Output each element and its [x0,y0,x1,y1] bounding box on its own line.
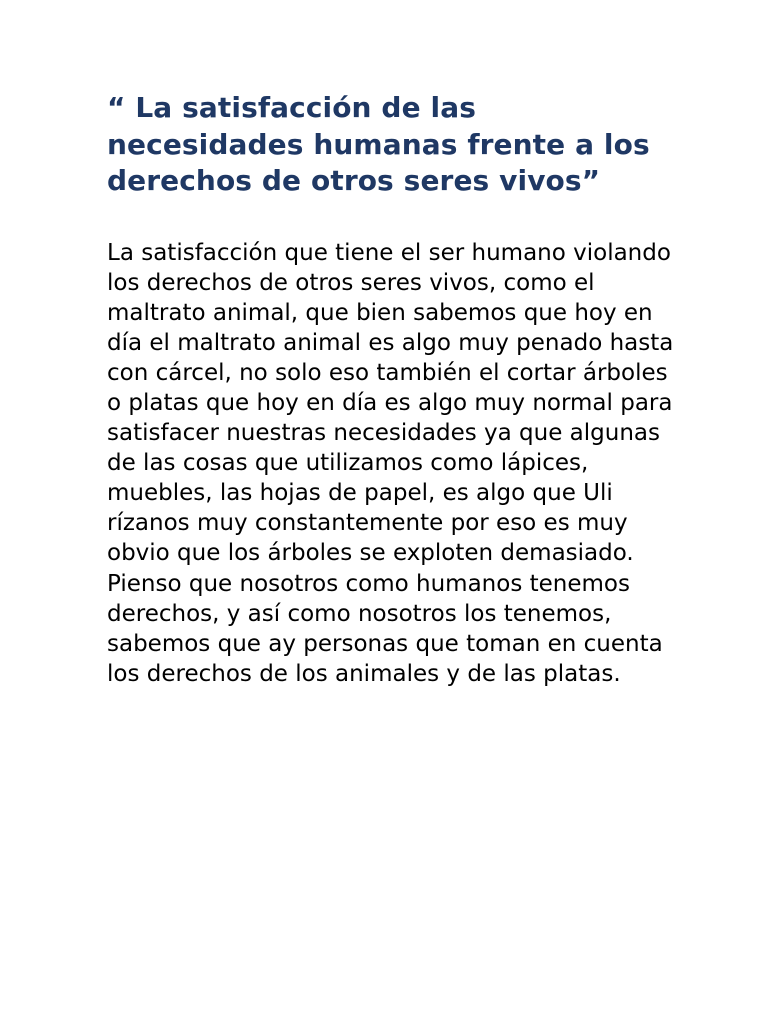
document-content [107,90,677,689]
document-body [107,238,677,689]
paragraph-1: La satisfacción que tiene el ser humano violando los derechos de otros seres vivos, como el maltrato animal, que bien sabemos que hoy en día el maltrato animal es algo muy penado hasta con cárcel, no solo eso también el cortar árboles o platas que hoy en día es algo muy normal para satisfacer nuestras necesidades ya que algunas de las cosas que utilizamos como lápices, muebles, las hojas de papel, es algo que Uli rízanos muy constantemente por eso es muy obvio que los árboles se exploten demasiado. [107,239,674,567]
paragraph-2: Pienso que nosotros como humanos tenemos derechos, y así como nosotros los tenemos, sabemos que ay personas que toman en cuenta los derechos de los animales y de las platas. [107,570,663,687]
document-title: “ La satisfacción de las necesidades humanas frente a los derechos de otros seres vivos” [107,91,650,197]
